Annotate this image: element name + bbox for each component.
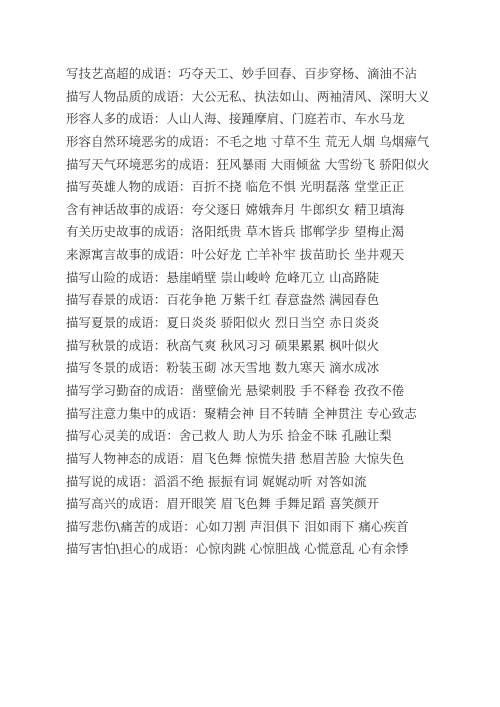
text-line: 写技艺高超的成语：巧夺天工、妙手回春、百步穿杨、滴油不沾 <box>66 66 418 81</box>
text-line: 描写悲伤\痛苦的成语：心如刀割 声泪俱下 泪如雨下 痛心疾首 <box>66 518 409 534</box>
text-line: 描写学习勤奋的成语：凿壁偷光 悬梁刺股 手不释卷 孜孜不倦 <box>66 382 405 398</box>
text-line: 有关历史故事的成语：洛阳纸贵 草木皆兵 邯郸学步 望梅止渴 <box>66 224 405 240</box>
text-line: 来源寓言故事的成语：叶公好龙 亡羊补牢 拔苗助长 坐井观天 <box>66 247 405 263</box>
text-line: 描写天气环境恶劣的成语：狂风暴雨 大雨倾盆 大雪纷飞 骄阳似火 <box>66 156 430 172</box>
text-line: 描写夏景的成语：夏日炎炎 骄阳似火 烈日当空 赤日炎炎 <box>66 315 380 331</box>
text-line: 含有神话故事的成语：夸父逐日 嫦娥奔月 牛郎织女 精卫填海 <box>66 201 405 217</box>
text-line: 描写说的成语：滔滔不绝 振振有词 娓娓动听 对答如流 <box>66 473 367 489</box>
text-line: 描写冬景的成语：粉装玉砌 冰天雪地 数九寒天 滴水成冰 <box>66 360 380 376</box>
text-line: 形容人多的成语：人山人海、接踵摩肩、门庭若市、车水马龙 <box>66 111 405 127</box>
text-line: 描写人物品质的成语：大公无私、执法如山、两袖清风、深明大义 <box>66 88 430 104</box>
text-line: 描写英雄人物的成语：百折不挠 临危不惧 光明磊落 堂堂正正 <box>66 179 405 195</box>
text-line: 形容自然环境恶劣的成语：不毛之地 寸草不生 荒无人烟 乌烟瘴气 <box>66 133 430 149</box>
text-line: 描写害怕\担心的成语：心惊肉跳 心惊胆战 心慌意乱 心有余悸 <box>66 541 409 557</box>
idiom-list <box>66 66 486 564</box>
text-line: 描写春景的成语：百花争艳 万紫千红 春意盎然 满园春色 <box>66 292 380 308</box>
text-line: 描写秋景的成语：秋高气爽 秋风习习 硕果累累 枫叶似火 <box>66 337 380 353</box>
text-line: 描写心灵美的成语：舍己救人 助人为乐 拾金不昧 孔融让梨 <box>66 428 392 444</box>
text-line: 描写高兴的成语：眉开眼笑 眉飞色舞 手舞足蹈 喜笑颜开 <box>66 496 380 512</box>
text-line: 描写山险的成语：悬崖峭壁 崇山峻岭 危峰兀立 山高路陡 <box>66 269 380 285</box>
text-line: 描写注意力集中的成语：聚精会神 目不转睛 全神贯注 专心致志 <box>66 405 417 421</box>
text-line: 描写人物神态的成语：眉飞色舞 惊慌失措 愁眉苦脸 大惊失色 <box>66 450 405 466</box>
